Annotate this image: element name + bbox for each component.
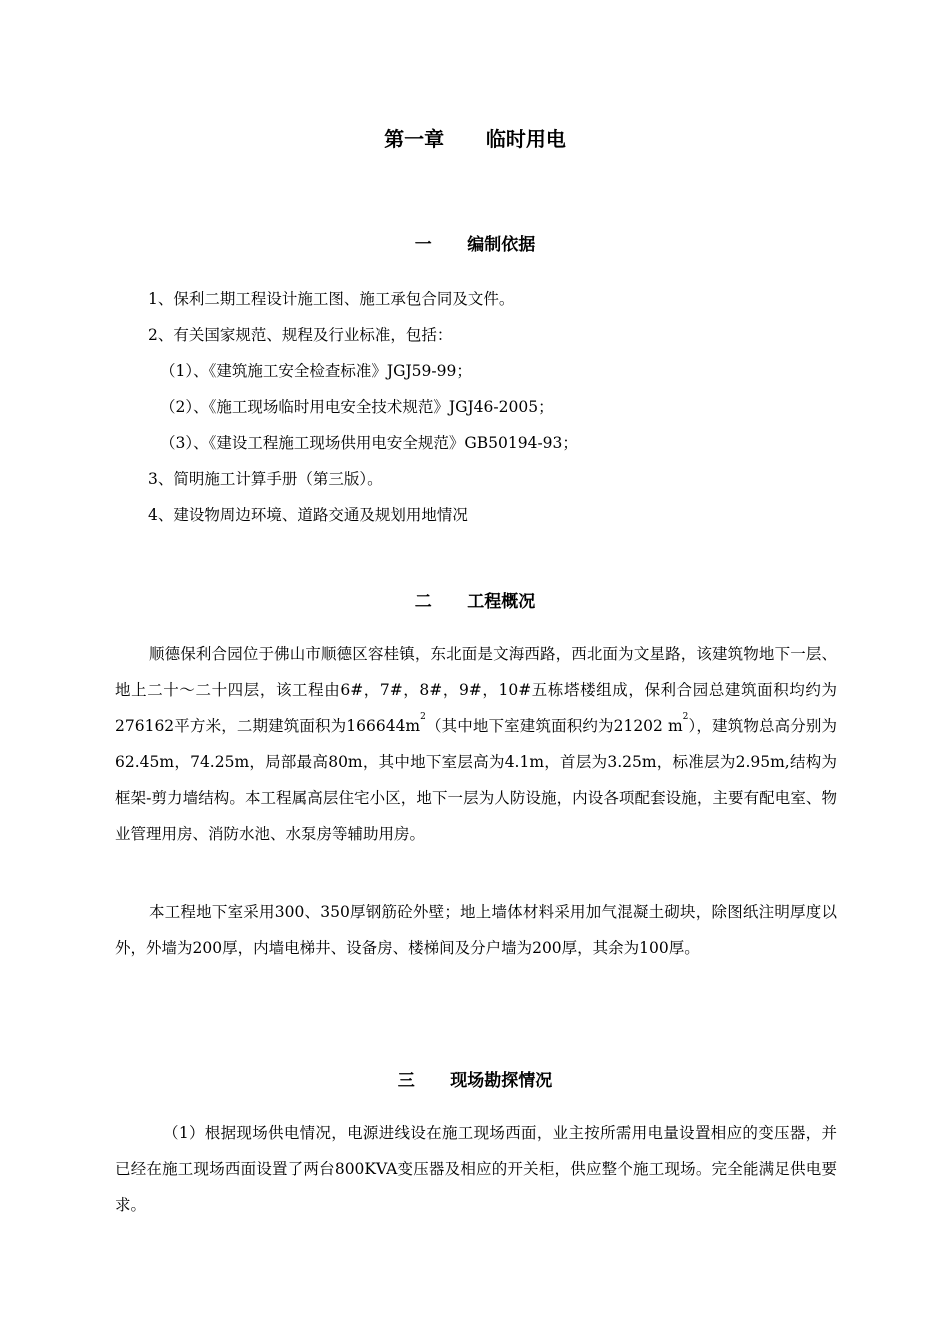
- list-item: 2、有关国家规范、规程及行业标准，包括：: [148, 326, 453, 344]
- site-survey-paragraph-1: （1）根据现场供电情况，电源进线设在施工现场西面，业主按所需用电量设置相应的变压器，并已经在施工现场西面设置了两台800KVA变压器及相应的开关柜，供应整个施工现场。完全能满足供电要求。: [115, 1124, 837, 1214]
- superscript: 2: [682, 712, 689, 722]
- section-heading-basis: 一 编制依据: [414, 235, 536, 255]
- list-item: 4、建设物周边环境、道路交通及规划用地情况: [148, 506, 468, 524]
- overview-paragraph-1: [115, 636, 837, 852]
- basis-list: [148, 281, 578, 533]
- list-item: （1）、《建筑施工安全检查标准》JGJ59-99；: [160, 362, 472, 380]
- list-item: （3）、《建设工程施工现场供用电安全规范》GB50194-93；: [160, 434, 578, 452]
- paragraph-text: ），建筑物总高分别为62.45m，74.25m，局部最高80m，其中地下室层高为4.1m，首层为3.25m，标准层为2.95m,结构为框架-剪力墙结构。本工程属高层住宅小区，地下一层为人防设施，内设各项配套设施，主要有配电室、物业管理用房、消防水池、水泵房等辅助用房。: [115, 717, 837, 843]
- paragraph-text: （其中地下室建筑面积约为21202 m: [425, 717, 683, 735]
- overview-paragraph-2: 本工程地下室采用300、350厚钢筋砼外壁；地上墙体材料采用加气混凝土砌块，除图纸注明厚度以外，外墙为200厚，内墙电梯井、设备房、楼梯间及分户墙为200厚，其余为100厚。: [115, 903, 837, 957]
- list-item: 1、保利二期工程设计施工图、施工承包合同及文件。: [148, 290, 515, 308]
- paragraph-text: 顺德保利合园位于佛山市顺德区容桂镇，东北面是文海西路，西北面为文星路，该建筑物地下一层、地上二十～二十四层，该工程由6#，7#，8#，9#，10#五栋塔楼组成，保利合园总建筑面积均约为276162平方米，二期建筑面积为166644m: [115, 645, 837, 735]
- section-heading-overview: 二 工程概况: [414, 592, 536, 612]
- superscript: 2: [420, 712, 426, 722]
- list-item: 3、简明施工计算手册（第三版）。: [148, 470, 383, 488]
- chapter-title: 第一章 临时用电: [384, 127, 566, 151]
- list-item: （2）、《施工现场临时用电安全技术规范》JGJ46-2005；: [160, 398, 554, 416]
- section-heading-site-survey: 三 现场勘探情况: [397, 1071, 553, 1091]
